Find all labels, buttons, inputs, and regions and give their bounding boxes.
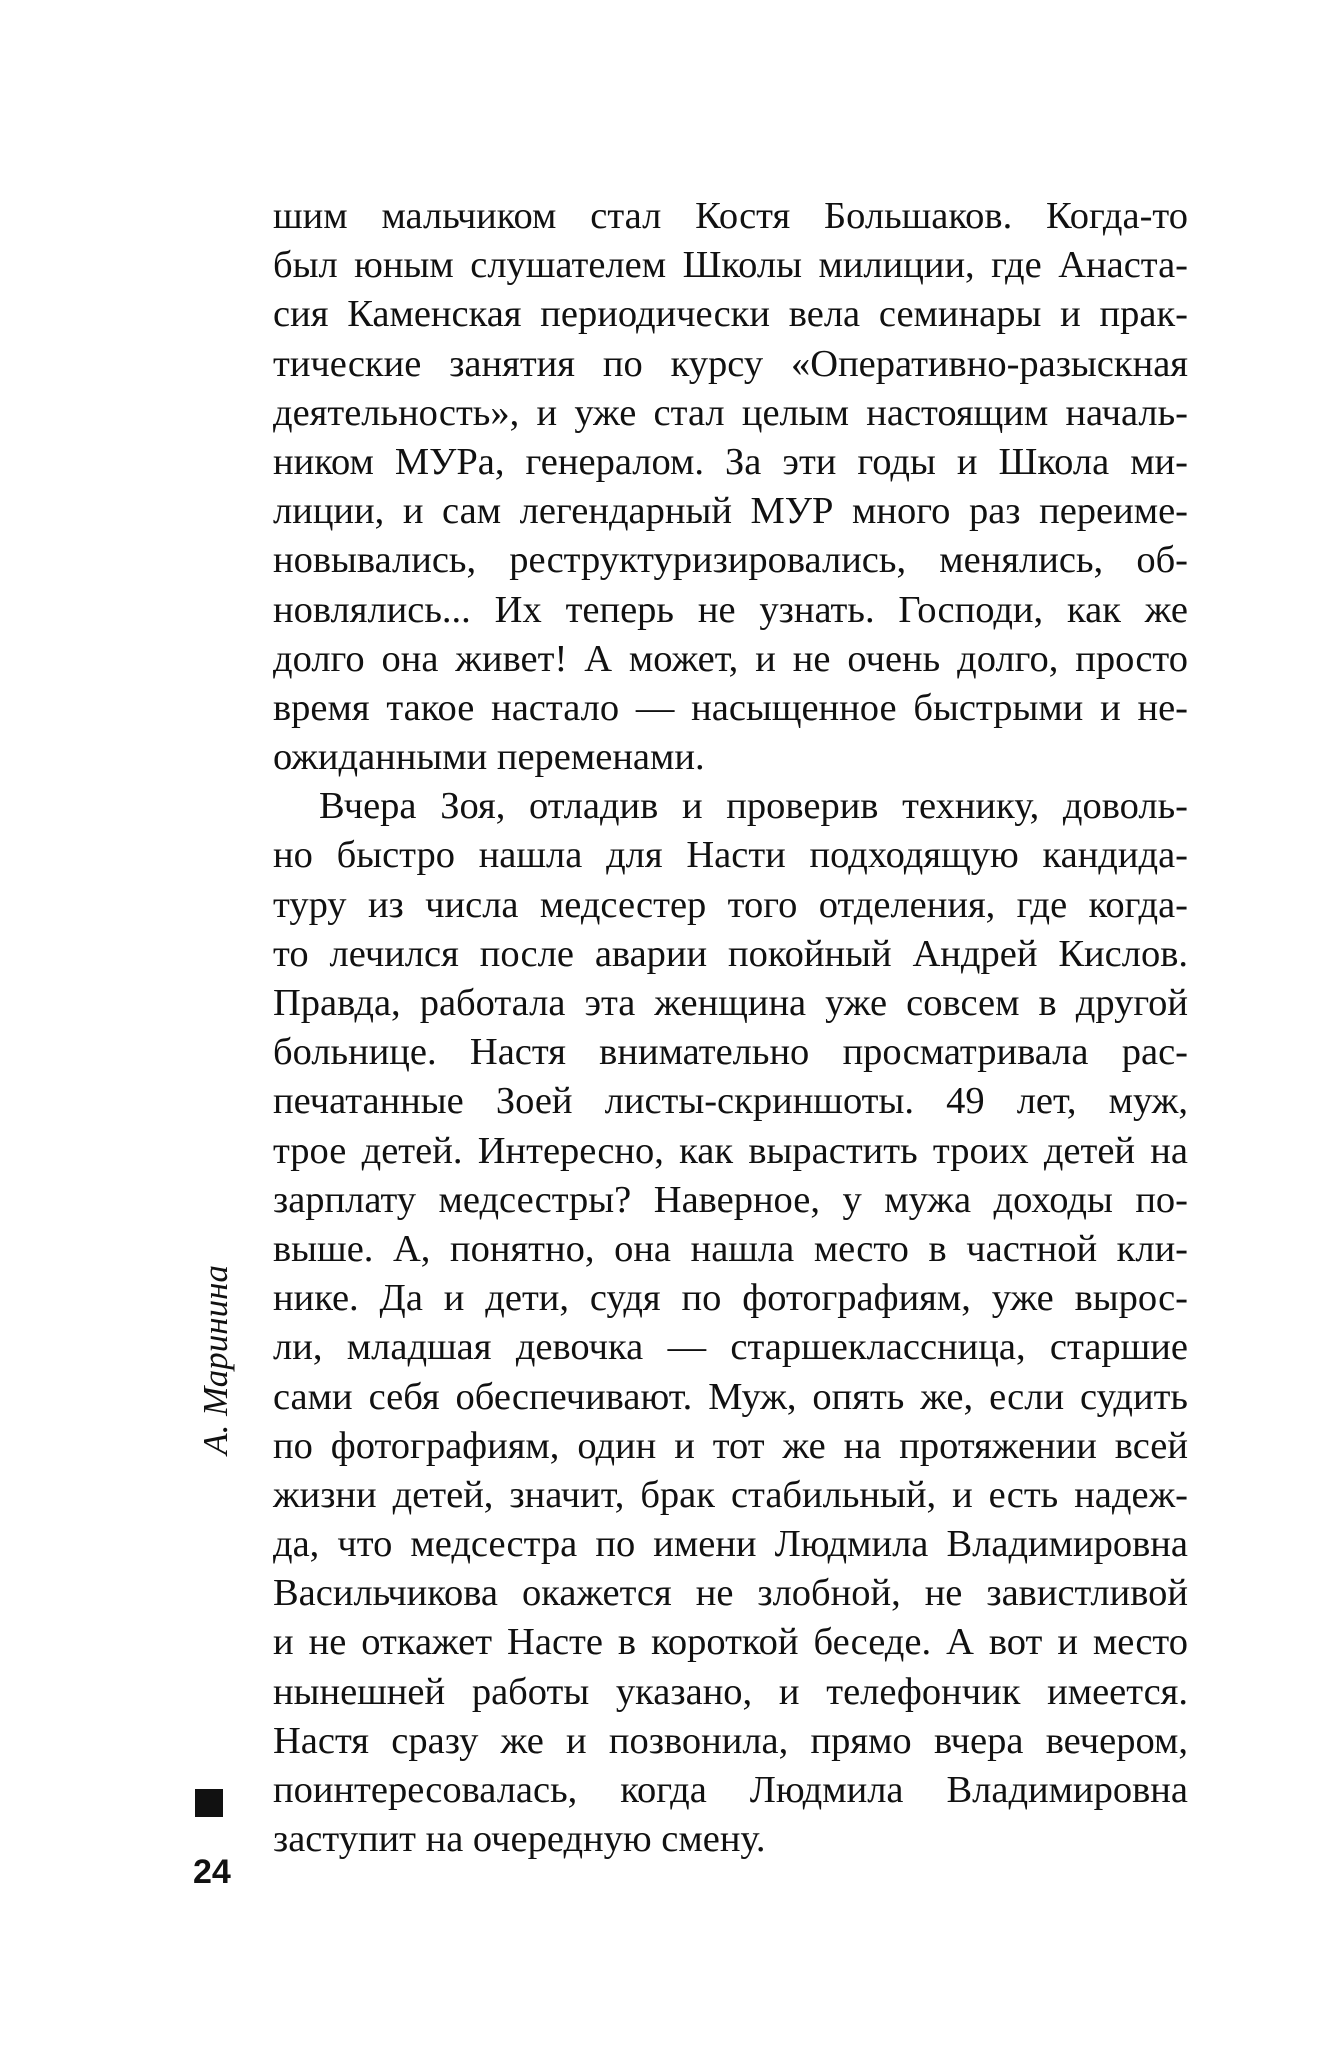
- running-head-author: [196, 1265, 236, 1555]
- text-line: больнице. Настя внимательно просматривала рас-: [273, 1031, 1188, 1074]
- text-line: был юным слушателем Школы милиции, где Анаста-: [273, 244, 1188, 287]
- text-line: печатанные Зоей листы-скриншоты. 49 лет, муж,: [273, 1080, 1188, 1123]
- text-line: трое детей. Интересно, как вырастить троих детей на: [273, 1129, 1188, 1172]
- text-line: выше. А, понятно, она нашла место в частной кли-: [273, 1227, 1188, 1270]
- body-text: [273, 192, 1188, 1864]
- text-line: нынешней работы указано, и телефончик имеется.: [273, 1670, 1188, 1713]
- running-head-author-text: А. Маринина: [196, 1265, 235, 1455]
- text-line: ожиданными переменами.: [273, 736, 705, 779]
- text-line: долго она живет! А может, и не очень долго, просто: [273, 637, 1188, 680]
- text-line: ником МУРа, генералом. За эти годы и Школа ми-: [273, 440, 1188, 483]
- text-line: новывались, реструктуризировались, менялись, об-: [273, 539, 1188, 582]
- text-line: Настя сразу же и позвонила, прямо вчера вечером,: [273, 1719, 1188, 1762]
- text-line: Правда, работала эта женщина уже совсем в другой: [273, 982, 1188, 1024]
- text-line: поинтересовалась, когда Людмила Владимировна: [273, 1769, 1188, 1811]
- text-line: и не откажет Насте в короткой беседе. А вот и место: [273, 1621, 1188, 1664]
- text-line: по фотографиям, один и тот же на протяжении всей: [273, 1424, 1188, 1467]
- text-line: тические занятия по курсу «Оперативно-разыскная: [273, 342, 1188, 385]
- text-line: шим мальчиком стал Костя Большаков. Когда-то: [273, 195, 1188, 237]
- text-line: да, что медсестра по имени Людмила Владимировна: [273, 1523, 1188, 1566]
- text-line: туру из числа медсестер того отделения, где когда-: [273, 883, 1188, 926]
- text-line: Вчера Зоя, отладив и проверив технику, доволь-: [319, 785, 1188, 828]
- text-line: сами себя обеспечивают. Муж, опять же, если судить: [273, 1375, 1188, 1418]
- text-line: Васильчикова окажется не злобной, не завистливой: [273, 1572, 1188, 1615]
- page-number: 24: [193, 1853, 231, 1891]
- text-line: лиции, и сам легендарный МУР много раз переиме-: [273, 490, 1188, 533]
- text-line: нике. Да и дети, судя по фотографиям, уже вырос-: [273, 1277, 1188, 1320]
- text-line: то лечился после аварии покойный Андрей Кислов.: [273, 932, 1188, 975]
- text-line: сия Каменская периодически вела семинары и прак-: [273, 293, 1188, 336]
- text-line: но быстро нашла для Насти подходящую кандида-: [273, 834, 1188, 877]
- text-line: время такое настало — насыщенное быстрыми и не-: [273, 686, 1188, 729]
- square-marker-icon: [195, 1789, 223, 1817]
- text-line: зарплату медсестры? Наверное, у мужа доходы по-: [273, 1178, 1188, 1221]
- text-line: деятельность», и уже стал целым настоящим началь-: [273, 391, 1188, 434]
- text-line: ли, младшая девочка — старшеклассница, старшие: [273, 1326, 1188, 1369]
- text-line: жизни детей, значит, брак стабильный, и есть надеж-: [273, 1473, 1188, 1516]
- text-line: новлялись... Их теперь не узнать. Господи, как же: [273, 588, 1188, 631]
- text-line: заступит на очередную смену.: [273, 1818, 766, 1861]
